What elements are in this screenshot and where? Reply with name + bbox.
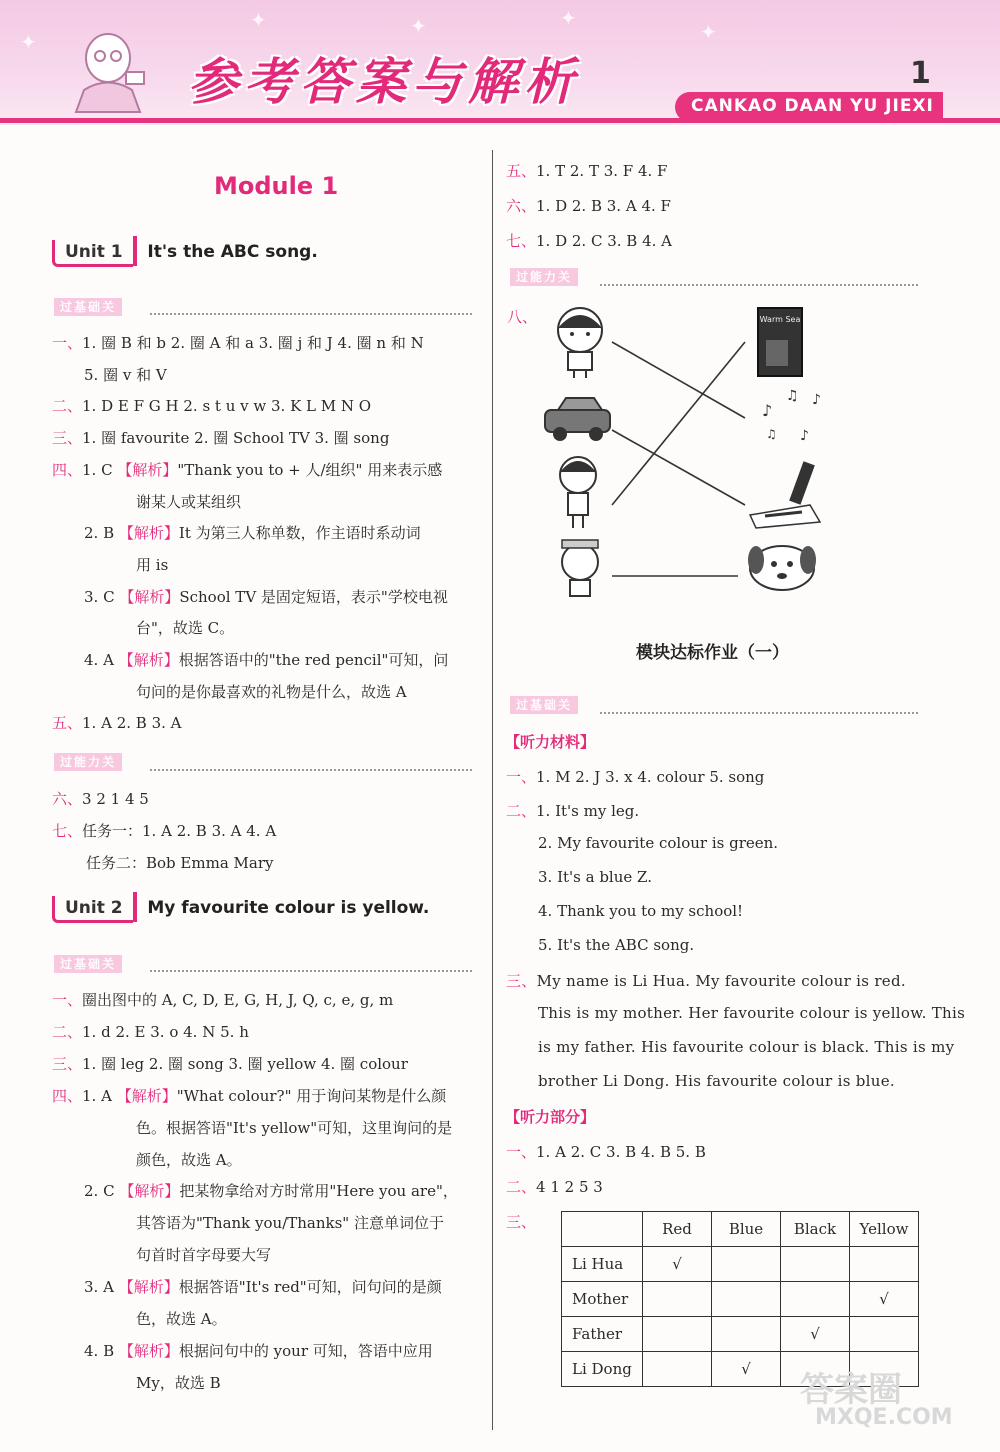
svg-text:♪: ♪: [762, 401, 773, 420]
answer-line: [538, 902, 743, 920]
listening-part-heading: 【听力部分】: [505, 1108, 596, 1126]
svg-text:♪: ♪: [812, 392, 821, 408]
answer-text: 1. M 2. J 3. x 4. colour 5. song: [536, 768, 765, 786]
watermark-url: MXQE.COM: [815, 1405, 953, 1430]
answer-text: 台"，故选 C。: [136, 619, 235, 638]
mascot-illustration: [60, 20, 160, 115]
question-number: 七、: [506, 232, 537, 250]
answer-line: [136, 1308, 227, 1329]
header-rule: [0, 118, 1000, 123]
answer-text: 5. It's the ABC song.: [538, 936, 695, 954]
question-number: 三、: [506, 972, 537, 990]
explanation-tag: 【解析】: [119, 587, 180, 606]
answer-text: 3. C: [84, 587, 120, 606]
module-title: Module 1: [214, 172, 339, 200]
table-row: [562, 1282, 919, 1317]
answer-text: 颜色，故选 A。: [136, 1150, 242, 1169]
match-line: [612, 342, 745, 418]
answer-line: [538, 936, 694, 954]
answer-text: 其答语为"Thank you/Thanks" 注意单词位于: [136, 1214, 444, 1233]
answer-text: 4. A: [84, 651, 119, 669]
explanation-tag: 【解析】: [118, 1341, 179, 1360]
answer-text: 3 2 1 4 5: [82, 790, 149, 808]
answer-text: 1. 圈 favourite 2. 圈 School TV 3. 圈 song: [82, 429, 390, 448]
table-row: [562, 1317, 919, 1352]
explanation-tag: 【解析】: [118, 524, 179, 543]
unit2-heading: [52, 896, 429, 923]
answer-line: [52, 1085, 446, 1106]
answer-line: [52, 459, 442, 480]
explanation-text: It 为第三人称单数，作主语时系动词: [178, 524, 421, 543]
answer-line: [52, 1053, 408, 1074]
section-tag: 过基础关: [510, 696, 578, 714]
explanation-text: "Thank you to + 人/组织" 用来表示感: [177, 460, 443, 479]
answer-text: 2. C: [84, 1182, 120, 1201]
answer-text: 色。根据答语"It's yellow"可知，这里询问的是: [136, 1118, 453, 1137]
header-pinyin: CANKAO DAAN YU JIEXI: [691, 96, 934, 116]
question-number: 三、: [506, 1213, 537, 1231]
table-cell: √: [850, 1282, 919, 1317]
section-tag: 过基础关: [54, 298, 122, 316]
star-decoration: ✦: [250, 8, 267, 32]
table-cell: √: [781, 1317, 850, 1352]
answer-line: [86, 852, 273, 873]
answer-text: This is my mother. Her favourite colour is yellow. This: [538, 1004, 966, 1022]
table-cell: [781, 1247, 850, 1282]
explanation-tag: 【解析】: [116, 1086, 177, 1105]
answer-text: 4. Thank you to my school!: [538, 902, 744, 920]
svg-text:Warm Sea: Warm Sea: [759, 315, 801, 324]
girl-icon: [560, 457, 596, 528]
answer-table: [561, 1211, 919, 1387]
answer-line: [52, 712, 181, 733]
question-number: 一、: [52, 991, 83, 1009]
answer-text: 句问的是你最喜欢的礼物是什么，故选 A: [136, 682, 407, 701]
page-header: [0, 0, 1000, 125]
question-number: 三、: [52, 429, 83, 448]
answer-text: 5. 圈 v 和 V: [84, 365, 167, 384]
table-cell: [712, 1247, 781, 1282]
listening-material-heading: 【听力材料】: [505, 733, 596, 751]
dotted-rule: [600, 712, 918, 714]
answer-text: My，故选 B: [136, 1373, 221, 1392]
answer-line: [84, 649, 448, 670]
table-row-label: Father: [562, 1317, 643, 1352]
answer-line: [506, 160, 667, 181]
music-notes-icon: [762, 388, 821, 444]
answer-line: [506, 970, 906, 991]
table-cell: [643, 1352, 712, 1387]
answer-text: 1. d 2. E 3. o 4. N 5. h: [82, 1022, 249, 1041]
answer-text: 任务一：1. A 2. B 3. A 4. A: [82, 822, 277, 840]
answer-text: 色，故选 A。: [136, 1310, 227, 1328]
answer-text: 4 1 2 5 3: [536, 1178, 603, 1196]
dog-icon: [748, 546, 816, 590]
answer-line: [84, 1340, 433, 1361]
answer-text: brother Li Dong. His favourite colour is blue.: [538, 1072, 895, 1090]
match-line: [612, 430, 745, 505]
table-row-label: Li Hua: [562, 1247, 643, 1282]
explanation-text: 根据问句中的 your 可知，答语中应用: [178, 1341, 433, 1360]
dotted-rule: [600, 284, 918, 286]
answer-line: [136, 554, 168, 575]
dotted-rule: [150, 313, 472, 315]
table-cell: [643, 1317, 712, 1352]
table-cell: √: [712, 1352, 781, 1387]
question-number: 四、: [52, 1086, 83, 1105]
question-number: 三、: [52, 1054, 83, 1073]
section-tag: 过能力关: [510, 268, 578, 286]
explanation-text: "What colour?" 用于询问某物是什么颜: [176, 1086, 447, 1105]
star-decoration: ✦: [410, 14, 427, 38]
answer-text: 1. 圈 leg 2. 圈 song 3. 圈 yellow 4. 圈 colour: [82, 1054, 408, 1073]
table-header-cell: Red: [643, 1212, 712, 1247]
answer-text: 1. D 2. C 3. B 4. A: [536, 232, 672, 250]
answer-text: 2. B: [84, 524, 119, 543]
answer-line: [84, 364, 167, 385]
table-header-cell: Blue: [712, 1212, 781, 1247]
answer-line: [136, 1372, 221, 1393]
girl-with-hat-icon: [562, 540, 598, 596]
question-number: 六、: [506, 197, 537, 215]
svg-text:♫: ♫: [766, 427, 777, 441]
table-row-label: Mother: [562, 1282, 643, 1317]
answer-text: 3. It's a blue Z.: [538, 868, 652, 886]
table-header-cell: [562, 1212, 643, 1247]
answer-text: 谢某人或某组织: [136, 492, 242, 511]
question-number: 二、: [52, 1022, 83, 1041]
question-number: 二、: [52, 397, 83, 416]
answer-line: [506, 230, 672, 251]
column-divider: [492, 150, 493, 1430]
explanation-tag: 【解析】: [117, 460, 178, 479]
unit1-badge: Unit 1: [52, 240, 133, 267]
module-test-title: 模块达标作业（一）: [636, 643, 789, 663]
answer-line: [52, 1021, 249, 1042]
book-icon: [758, 308, 802, 376]
section-tag: 过能力关: [54, 753, 122, 771]
answer-line: [506, 766, 764, 787]
answer-line: [52, 395, 371, 416]
answer-line: [136, 491, 241, 512]
matching-diagram: [540, 300, 840, 600]
svg-text:♫: ♫: [786, 388, 799, 404]
answer-text: 1. T 2. T 3. F 4. F: [536, 162, 668, 180]
explanation-text: 把某物拿给对方时常用"Here you are"，: [179, 1182, 458, 1201]
question-number: 五、: [52, 714, 83, 733]
answer-text: 1. C: [82, 460, 118, 479]
star-decoration: ✦: [20, 30, 37, 54]
answer-line: [538, 1072, 895, 1090]
question-number: 一、: [506, 768, 537, 786]
answer-line: [538, 868, 652, 886]
girl-icon: [558, 308, 602, 378]
unit2-badge: Unit 2: [52, 896, 133, 923]
explanation-text: 根据答语中的"the red pencil"可知，问: [178, 651, 449, 669]
explanation-tag: 【解析】: [118, 651, 179, 669]
table-header-cell: Black: [781, 1212, 850, 1247]
answer-line: [136, 617, 234, 638]
star-decoration: ✦: [700, 20, 717, 44]
answer-line: [84, 586, 448, 607]
table-row: [562, 1247, 919, 1282]
question-number: 七、: [52, 822, 83, 840]
answer-text: 句首时首字母要大写: [136, 1246, 272, 1265]
writing-pen-icon: [750, 461, 820, 528]
unit2-title: My favourite colour is yellow.: [147, 898, 430, 918]
answer-line: [506, 800, 639, 821]
unit1-heading: [52, 240, 318, 267]
answer-text: 1. It's my leg.: [536, 802, 640, 820]
table-cell: √: [643, 1247, 712, 1282]
answer-text: 2. My favourite colour is green.: [538, 834, 779, 852]
answer-line: [52, 788, 149, 809]
answer-line: [538, 834, 778, 852]
answer-text: 1. A: [82, 1086, 117, 1105]
answer-line: [52, 427, 389, 448]
answer-line: [538, 1004, 965, 1022]
question-number: 五、: [506, 162, 537, 180]
star-decoration: ✦: [560, 6, 577, 30]
answer-line: [506, 1211, 536, 1232]
answer-line: [84, 1276, 442, 1297]
question-number: 四、: [52, 460, 83, 479]
answer-line: [136, 1244, 271, 1265]
answer-line: [136, 1149, 242, 1170]
explanation-text: School TV 是固定短语，表示"学校电视: [179, 587, 448, 606]
answer-text: 1. D E F G H 2. s t u v w 3. K L M N O: [82, 397, 372, 416]
answer-text: is my father. His favourite colour is black. This is my: [538, 1038, 955, 1056]
table-cell: [850, 1317, 919, 1352]
question-number: 二、: [506, 1178, 537, 1196]
question-number: 一、: [506, 1143, 537, 1161]
explanation-text: 根据答语"It's red"可知，问句问的是颜: [178, 1278, 442, 1297]
match-line: [612, 342, 745, 505]
dotted-rule: [150, 769, 472, 771]
answer-line: [52, 332, 424, 353]
question-number: 六、: [52, 790, 83, 808]
answer-line: [506, 1141, 706, 1162]
watermark-logo: 答案圈: [800, 1370, 902, 1410]
answer-text: 任务二：Bob Emma Mary: [86, 854, 274, 872]
answer-text: 1. D 2. B 3. A 4. F: [536, 197, 671, 215]
answer-text: 用 is: [136, 555, 169, 574]
answer-line: [52, 989, 393, 1010]
table-cell: [850, 1247, 919, 1282]
answer-text: My name is Li Hua. My favourite colour is red.: [536, 972, 906, 990]
car-icon: [545, 398, 610, 441]
unit1-title: It's the ABC song.: [147, 242, 318, 262]
table-cell: [781, 1282, 850, 1317]
dotted-rule: [150, 970, 472, 972]
answer-text: 3. A: [84, 1278, 119, 1297]
answer-text: 4. B: [84, 1341, 119, 1360]
page-number: 1: [910, 56, 931, 91]
question-number: 二、: [506, 802, 537, 820]
explanation-tag: 【解析】: [118, 1278, 179, 1297]
explanation-tag: 【解析】: [119, 1182, 180, 1201]
answer-line: [506, 1176, 603, 1197]
table-cell: [712, 1317, 781, 1352]
match-label: 八、: [507, 308, 538, 326]
answer-text: 圈出图中的 A, C, D, E, G, H, J, Q, c, e, g, m: [82, 991, 394, 1009]
table-cell: [712, 1282, 781, 1317]
header-title: 参考答案与解析: [188, 53, 580, 111]
question-number: 一、: [52, 334, 83, 352]
answer-text: 1. 圈 B 和 b 2. 圈 A 和 a 3. 圈 j 和 J 4. 圈 n 和 N: [82, 334, 424, 352]
answer-line: [84, 1180, 458, 1201]
answer-text: 1. A 2. C 3. B 4. B 5. B: [536, 1143, 706, 1161]
section-tag: 过基础关: [54, 955, 122, 973]
answer-line: [84, 522, 421, 543]
table-cell: [643, 1282, 712, 1317]
answer-line: [136, 681, 407, 702]
table-header-cell: Yellow: [850, 1212, 919, 1247]
answer-line: [506, 195, 671, 216]
answer-line: [52, 820, 276, 841]
answer-text: 1. A 2. B 3. A: [82, 714, 182, 733]
answer-line: [136, 1212, 444, 1233]
table-row-label: Li Dong: [562, 1352, 643, 1387]
answer-line: [538, 1038, 954, 1056]
svg-text:♪: ♪: [800, 428, 809, 444]
answer-line: [136, 1117, 452, 1138]
